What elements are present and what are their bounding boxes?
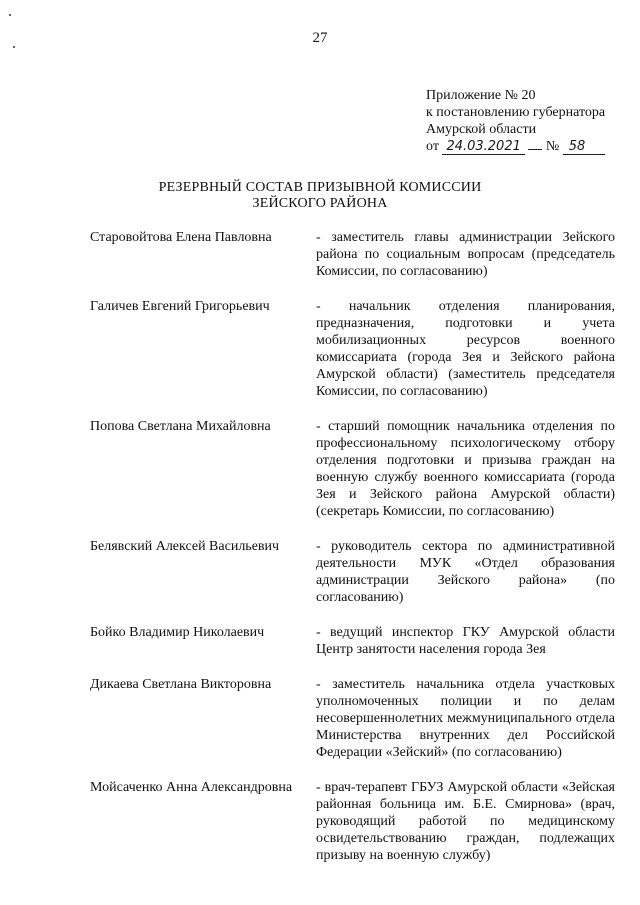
appendix-date-line <box>426 138 626 155</box>
member-role: - ведущий инспектор ГКУ Амурской области Центр занятости населения города Зея <box>316 625 615 657</box>
member-role: - врач-терапевт ГБУЗ Амурской области «Зейская районная больница им. Б.Е. Смирнова» (врач, руководящий работой по медицинскому освидетельствованию граждан, подлежащих призыву на военную службу) <box>316 780 615 863</box>
page-number: 27 <box>312 30 328 46</box>
handwritten-number: 58 <box>563 140 606 155</box>
appendix-line-3: Амурской области <box>426 122 537 137</box>
member-name: Мойсаченко Анна Александровна <box>90 780 293 795</box>
appendix-line-2: к постановлению губернатора <box>426 105 606 120</box>
list-item <box>90 229 615 280</box>
member-role: - заместитель начальника отдела участковых уполномоченных полиции и по делам несовершеннолетних межмуниципального отдела Министерства внутренних дел Российской Федерации «Зейский» (по согласованию) <box>316 677 615 760</box>
underline-gap <box>528 149 542 150</box>
handwritten-date: 24.03.2021 <box>442 140 524 155</box>
member-name: Галичев Евгений Григорьевич <box>90 299 270 314</box>
date-prefix: от <box>426 139 439 154</box>
member-role: - заместитель главы администрации Зейского района по социальным вопросам (председатель Комиссии, по согласованию) <box>316 230 615 279</box>
member-name: Дикаева Светлана Викторовна <box>90 677 272 692</box>
member-role: - старший помощник начальника отделения по профессиональному психологическому отбору отделения подготовки и призыва граждан на военную службу военного комиссариата (города Зея и Зейского района Амурской области) (секретарь Комиссии, по согласованию) <box>316 419 615 519</box>
document-title <box>0 180 640 212</box>
list-item <box>90 298 615 400</box>
list-item <box>90 624 615 658</box>
number-prefix: № <box>545 139 560 154</box>
member-role: - руководитель сектора по административной деятельности МУК «Отдел образования администрации Зейского района» (по согласованию) <box>316 539 615 605</box>
list-item <box>90 676 615 761</box>
scan-speck <box>9 14 11 16</box>
member-role: - начальник отделения планирования, предназначения, подготовки и учета мобилизационных ресурсов военного комиссариата (города Зея и Зейского района Амурской области) (заместитель председателя Комиссии, по согласованию) <box>316 299 615 399</box>
title-line-2: ЗЕЙСКОГО РАЙОНА <box>252 196 388 211</box>
list-item <box>90 418 615 520</box>
appendix-header <box>426 87 626 155</box>
member-name: Старовойтова Елена Павловна <box>90 230 272 245</box>
appendix-line-1: Приложение № 20 <box>426 88 536 103</box>
member-name: Белявский Алексей Васильевич <box>90 539 280 554</box>
members-list <box>90 229 615 882</box>
member-name: Попова Светлана Михайловна <box>90 419 271 434</box>
member-name: Бойко Владимир Николаевич <box>90 625 265 640</box>
list-item <box>90 538 615 606</box>
title-line-1: РЕЗЕРВНЫЙ СОСТАВ ПРИЗЫВНОЙ КОМИССИИ <box>158 180 482 195</box>
list-item <box>90 779 615 864</box>
